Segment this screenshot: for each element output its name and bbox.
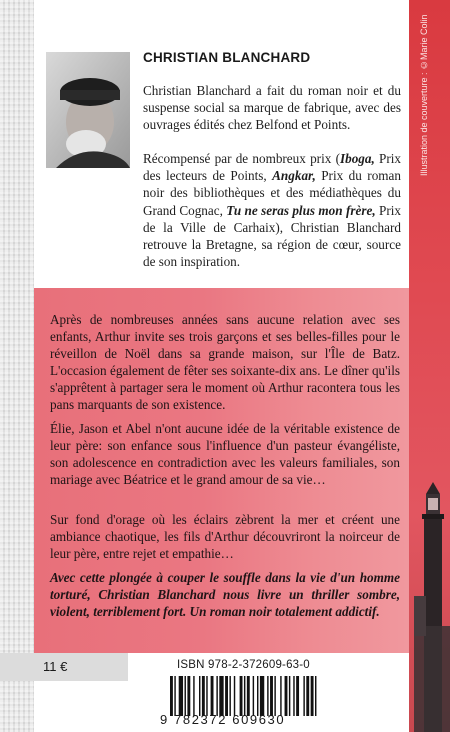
barcode-bar bbox=[280, 676, 281, 716]
barcode-bar bbox=[274, 676, 275, 716]
barcode-bar bbox=[206, 676, 207, 716]
barcode-bar bbox=[174, 676, 175, 716]
barcode-bar bbox=[219, 676, 223, 716]
barcode-bar bbox=[179, 676, 183, 716]
barcode-bar bbox=[185, 676, 186, 716]
barcode-bar bbox=[253, 676, 254, 716]
barcode-bar bbox=[229, 676, 230, 716]
author-name: CHRISTIAN BLANCHARD bbox=[143, 50, 311, 65]
barcode-number: 9 782372 609630 bbox=[160, 712, 286, 727]
barcode-bar bbox=[216, 676, 217, 716]
barcode-bar bbox=[311, 676, 314, 716]
barcode-bar bbox=[225, 676, 228, 716]
barcode-bar bbox=[306, 676, 309, 716]
barcode-bar bbox=[285, 676, 288, 716]
barcode-bar bbox=[260, 676, 264, 716]
lighthouse-illustration bbox=[414, 476, 450, 732]
barcode-bar bbox=[257, 676, 258, 716]
author-photo bbox=[46, 52, 130, 168]
barcode-bar bbox=[303, 676, 304, 716]
author-bio-paragraph: Christian Blanchard a fait du roman noir et du suspense social sa marque de fabrique, avec des ouvrages édités chez Belfond et Points. bbox=[143, 83, 401, 133]
barcode-bar bbox=[247, 676, 250, 716]
synopsis-paragraph: Élie, Jason et Abel n'ont aucune idée de la véritable existence de leur père: son enfance sous l'influence d'un pasteur évangéliste, son adolescence en contradiction avec les valeurs familiales, son mariage avec Béatrice et le grand amour de sa vie… bbox=[50, 421, 400, 487]
isbn-label: ISBN 978-2-372609-63-0 bbox=[177, 659, 310, 671]
barcode-bar bbox=[244, 676, 245, 716]
barcode-bar bbox=[296, 676, 299, 716]
barcode-bar bbox=[199, 676, 200, 716]
barcode-bar bbox=[270, 676, 273, 716]
synopsis-paragraph: Sur fond d'orage où les éclairs zèbrent la mer et créent une ambiance chaotique, les fils d'Arthur découvriront la noirceur de leur père, entre rejet et empathie… bbox=[50, 512, 400, 561]
synopsis-tagline: Avec cette plongée à couper le souffle dans la vie d'un homme torturé, Christian Blanchard nous livre un thriller sombre, violent, terriblement fort. Un roman noir totalement addictif. bbox=[50, 570, 400, 619]
barcode-bar bbox=[211, 676, 214, 716]
barcode-bar bbox=[315, 676, 316, 716]
barcode-bar bbox=[193, 676, 194, 716]
barcode-bar bbox=[187, 676, 190, 716]
barcode bbox=[168, 676, 392, 716]
barcode-bar bbox=[289, 676, 290, 716]
barcode-bar bbox=[234, 676, 235, 716]
barcode-bar bbox=[293, 676, 294, 716]
textured-margin bbox=[0, 0, 34, 732]
barcode-bar bbox=[267, 676, 268, 716]
author-awards-paragraph: Récompensé par de nombreux prix (Iboga, Prix des lecteurs de Points, Angkar, Prix du roman noir des bibliothèques et des médiathèques du Grand Cognac, Tu ne seras plus mon frère, Prix de la Ville de Carhaix), Christian Blanchard retrouve la Bretagne, sa région de cœur, source de son inspiration. bbox=[143, 151, 402, 270]
price-label: 11 € bbox=[43, 659, 68, 674]
illustration-credit: Illustration de couverture : ©Marie Colin bbox=[419, 14, 429, 176]
synopsis-paragraph: Après de nombreuses années sans aucune relation avec ses enfants, Arthur invite ses trois garçons et ses belles-filles pour le réveillon de Noël dans sa grande maison, sur l'Île de Batz. L'occasion également de fêter ses soixante-dix ans. Le dîner qu'ils s'apprêtent à partager sera le moment où Arthur racontera tous les pans marquants de son existence. bbox=[50, 312, 400, 412]
barcode-bar bbox=[170, 676, 173, 716]
barcode-bar bbox=[240, 676, 243, 716]
barcode-bar bbox=[202, 676, 205, 716]
